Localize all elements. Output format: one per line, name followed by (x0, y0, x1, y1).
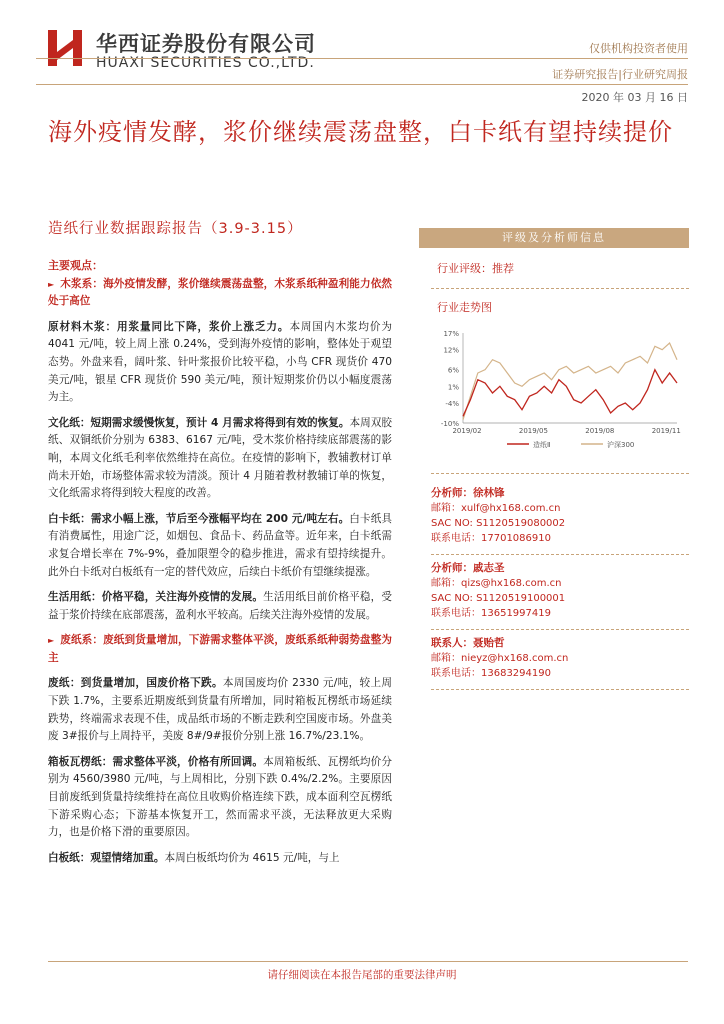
para-pulp: 原材料木浆：用浆量同比下降，浆价上涨乏力。本周国内木浆均价为 4041 元/吨，较上周上涨 0.24%，受到海外疫情的影响，整体处于观望态势。外盘来看，阔叶浆、针叶浆报价比较平稳，小鸟 CFR 现货价 470 美元/吨，银星 CFR 现货价 590 美元/吨，预计短期浆价仍以小幅度震荡为主。 (48, 320, 393, 404)
divider (431, 689, 689, 690)
institutional-only-note: 仅供机构投资者使用 (589, 42, 688, 55)
footer-divider (48, 961, 688, 962)
y-tick-label: 1% (447, 383, 459, 392)
report-subtitle: 造纸行业数据跟踪报告（3.9-3.15） (48, 221, 303, 237)
analyst-1-email[interactable]: 邮箱：xulf@hx168.com.cn (431, 503, 561, 514)
company-name-en: HUAXI SECURITIES CO.,LTD. (96, 55, 315, 71)
x-tick-label: 2019/05 (518, 427, 548, 435)
divider (431, 629, 689, 630)
panel-title: 评级及分析师信息 (419, 228, 689, 248)
trend-chart-title: 行业走势图 (437, 301, 492, 314)
pulp-section-header: 木浆系：海外疫情发酵，浆价继续震荡盘整，木浆系纸种盈利能力依然处于高位 (48, 277, 392, 308)
analyst-1: 分析师：徐林锋 邮箱：xulf@hx168.com.cn SAC NO: S1120519080002 联系电话：17701086910 (431, 486, 689, 546)
y-tick-label: 12% (443, 346, 459, 355)
divider (431, 288, 689, 289)
huaxi-logo-icon (46, 28, 84, 68)
bullet-triangle-icon: ► (48, 636, 55, 646)
main-heading: 主要观点： (48, 259, 103, 272)
y-tick-label: 17% (443, 330, 459, 338)
y-tick-label: 6% (447, 366, 459, 375)
y-tick-label: -10% (440, 420, 459, 428)
divider (431, 554, 689, 555)
series-line-csi300 (463, 343, 677, 420)
industry-rating: 行业评级：推荐 (437, 262, 514, 275)
contact-person: 联系人：聂贻哲 邮箱：nieyz@hx168.com.cn 联系电话：13683294190 (431, 636, 689, 681)
para-white-card: 白卡纸：需求小幅上涨，节后至今涨幅平均在 200 元/吨左右。白卡纸具有消费属性，用途广泛，如烟包、食品卡、药品盒等。近年来，白卡纸需求复合增长率在 7%-9%，叠加限塑令的稳步推进，需求有望持续提升。此外白卡纸对白板纸有一定的替代效应，后续白卡纸价有望继续提涨。 (48, 512, 393, 578)
legal-notice-footer: 请仔细阅读在本报告尾部的重要法律声明 (267, 969, 457, 981)
rating-analyst-panel (419, 228, 689, 690)
para-tissue: 生活用纸：价格平稳，关注海外疫情的发展。生活用纸目前价格平稳，受益于浆价持续在底部震荡，盈利水平较高。后续关注海外疫情的发展。 (48, 591, 393, 621)
analyst-2-email[interactable]: 邮箱：qizs@hx168.com.cn (431, 578, 562, 589)
divider (431, 473, 689, 474)
report-category: 证券研究报告|行业研究周报 (552, 68, 688, 81)
main-content (48, 257, 392, 867)
industry-trend-chart (427, 327, 685, 455)
x-tick-label: 2019/02 (452, 427, 482, 435)
company-name-cn: 华西证券股份有限公司 (96, 32, 316, 56)
header-divider-1 (36, 58, 688, 59)
report-date: 2020 年 03 月 16 日 (581, 91, 688, 104)
x-tick-label: 2019/11 (651, 427, 681, 435)
bullet-triangle-icon: ► (48, 279, 55, 289)
para-containerboard: 箱板瓦楞纸：需求整体平淡，价格有所回调。本周箱板纸、瓦楞纸均价分别为 4560/3980 元/吨，与上周相比，分别下跌 0.4%/2.2%。主要原因目前废纸到货量持续维持在高位且收购价格连续下跌，成本面利空瓦楞纸下游采购心态；下游基本恢复开工，然而需求平淡，无法释放更大采购力，也是价格下滑的重要原因。 (48, 755, 393, 839)
header-divider-2 (36, 84, 688, 85)
contact-email[interactable]: 邮箱：nieyz@hx168.com.cn (431, 653, 569, 664)
para-white-board: 白板纸：观望情绪加重。本周白板纸均价为 4615 元/吨，与上 (48, 851, 340, 864)
series-line-paper (463, 370, 677, 417)
para-culture-paper: 文化纸：短期需求缓慢恢复，预计 4 月需求将得到有效的恢复。本周双胶纸、双铜纸价分别为 6383、6167 元/吨，受木浆价格持续底部震荡的影响，本周文化纸毛利率依然维持在高位。在疫情的影响下，教辅教材订单尚未开始，市场整体需求较为清淡。预计 4 月随着教材教辅订单的恢复，文化纸需求将得到较大程度的改善。 (48, 416, 393, 500)
y-tick-label: -4% (445, 400, 459, 408)
x-tick-label: 2019/08 (585, 427, 615, 435)
waste-section-header: 废纸系：废纸到货量增加，下游需求整体平淡，废纸系纸种弱势盘整为主 (48, 634, 392, 664)
report-title: 海外疫情发酵，浆价继续震荡盘整，白卡纸有望持续提价 (48, 118, 673, 146)
legend-label: 沪深300 (607, 441, 635, 449)
para-waste-paper: 废纸：到货量增加，国废价格下跌。本周国废均价 2330 元/吨，较上周下跌 1.7%，主要系近期废纸到货量有所增加，同时箱板瓦楞纸市场延续跌势，终端需求表现不佳，成品纸市场的不断走跌利空国废市场。外盘美废 3#报价与上周持平，美废 8#/9#报价分别上涨 16.7%/23.1%。 (48, 677, 392, 743)
analyst-2: 分析师：戚志圣 邮箱：qizs@hx168.com.cn SAC NO: S1120519100001 联系电话：13651997419 (431, 561, 689, 621)
legend-label: 造纸Ⅱ (533, 441, 551, 449)
